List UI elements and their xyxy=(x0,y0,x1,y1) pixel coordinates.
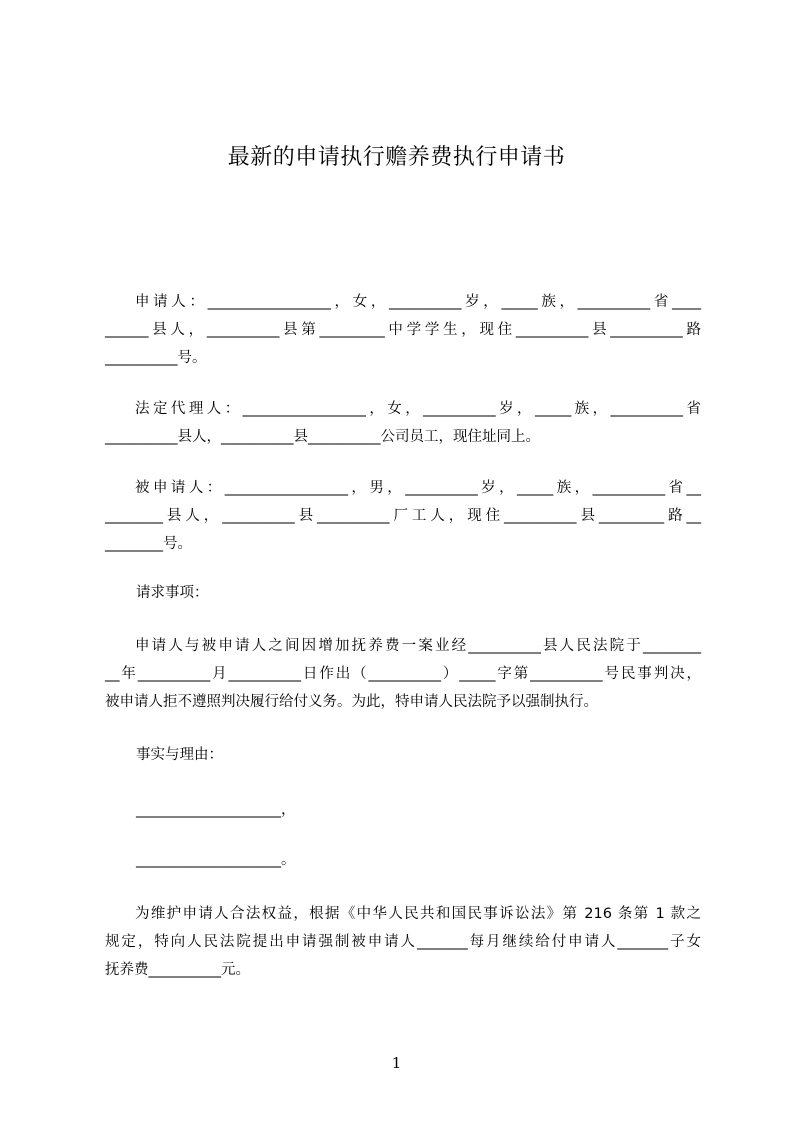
request-heading: 请求事项： xyxy=(136,585,209,601)
respondent-line-2: ________县人，__________县__________厂工人，现住__________县_________路__ xyxy=(105,508,701,524)
request-line-1: 申请人与被申请人之间因增加抚养费一案业经__________县人民法院于________ xyxy=(135,638,701,654)
legal-agent-line-2: __________县人，__________县__________公司员工，现住址同上。 xyxy=(105,429,540,445)
request-line-2: __年__________月__________日作出（__________）_____字第__________号民事判决， xyxy=(105,666,701,682)
respondent-paragraph xyxy=(105,474,701,558)
conclusion-line-3: 抚养费__________元。 xyxy=(105,962,250,978)
applicant-line-1: 申请人：_________________，女，__________岁，_____族，__________省____ xyxy=(135,294,701,310)
conclusion-paragraph xyxy=(105,900,701,984)
facts-heading: 事实与理由： xyxy=(136,747,223,763)
applicant-line-2: ______县人，__________县第_________中学学生，现住__________县__________路 xyxy=(105,322,701,338)
conclusion-line-1: 为维护申请人合法权益，根据《中华人民共和国民事诉讼法》第 216 条第 1 款之 xyxy=(135,906,701,922)
legal-agent-line-1: 法定代理人：_________________，女，__________岁，_____族，__________省 xyxy=(135,401,701,417)
conclusion-line-2: 规定，特向人民法院提出申请强制被申请人_______每月继续给付申请人_______子女 xyxy=(105,934,701,950)
applicant-paragraph xyxy=(105,288,701,372)
respondent-line-3: ________号。 xyxy=(105,536,192,552)
document-title: 最新的申请执行赡养费执行申请书 xyxy=(227,145,566,170)
respondent-line-1: 被申请人：_________________，男，__________岁，_____族，__________省__ xyxy=(135,480,701,496)
request-line-3: 被申请人拒不遵照判决履行给付义务。为此，特申请人民法院予以强制执行。 xyxy=(105,694,598,710)
request-paragraph xyxy=(105,632,701,716)
facts-blank-1: ____________________， xyxy=(136,802,296,818)
facts-blank-2: ____________________。 xyxy=(136,852,296,868)
applicant-line-3: __________号。 xyxy=(105,350,207,366)
legal-agent-paragraph xyxy=(105,395,701,451)
page-number: 1 xyxy=(391,1054,402,1072)
